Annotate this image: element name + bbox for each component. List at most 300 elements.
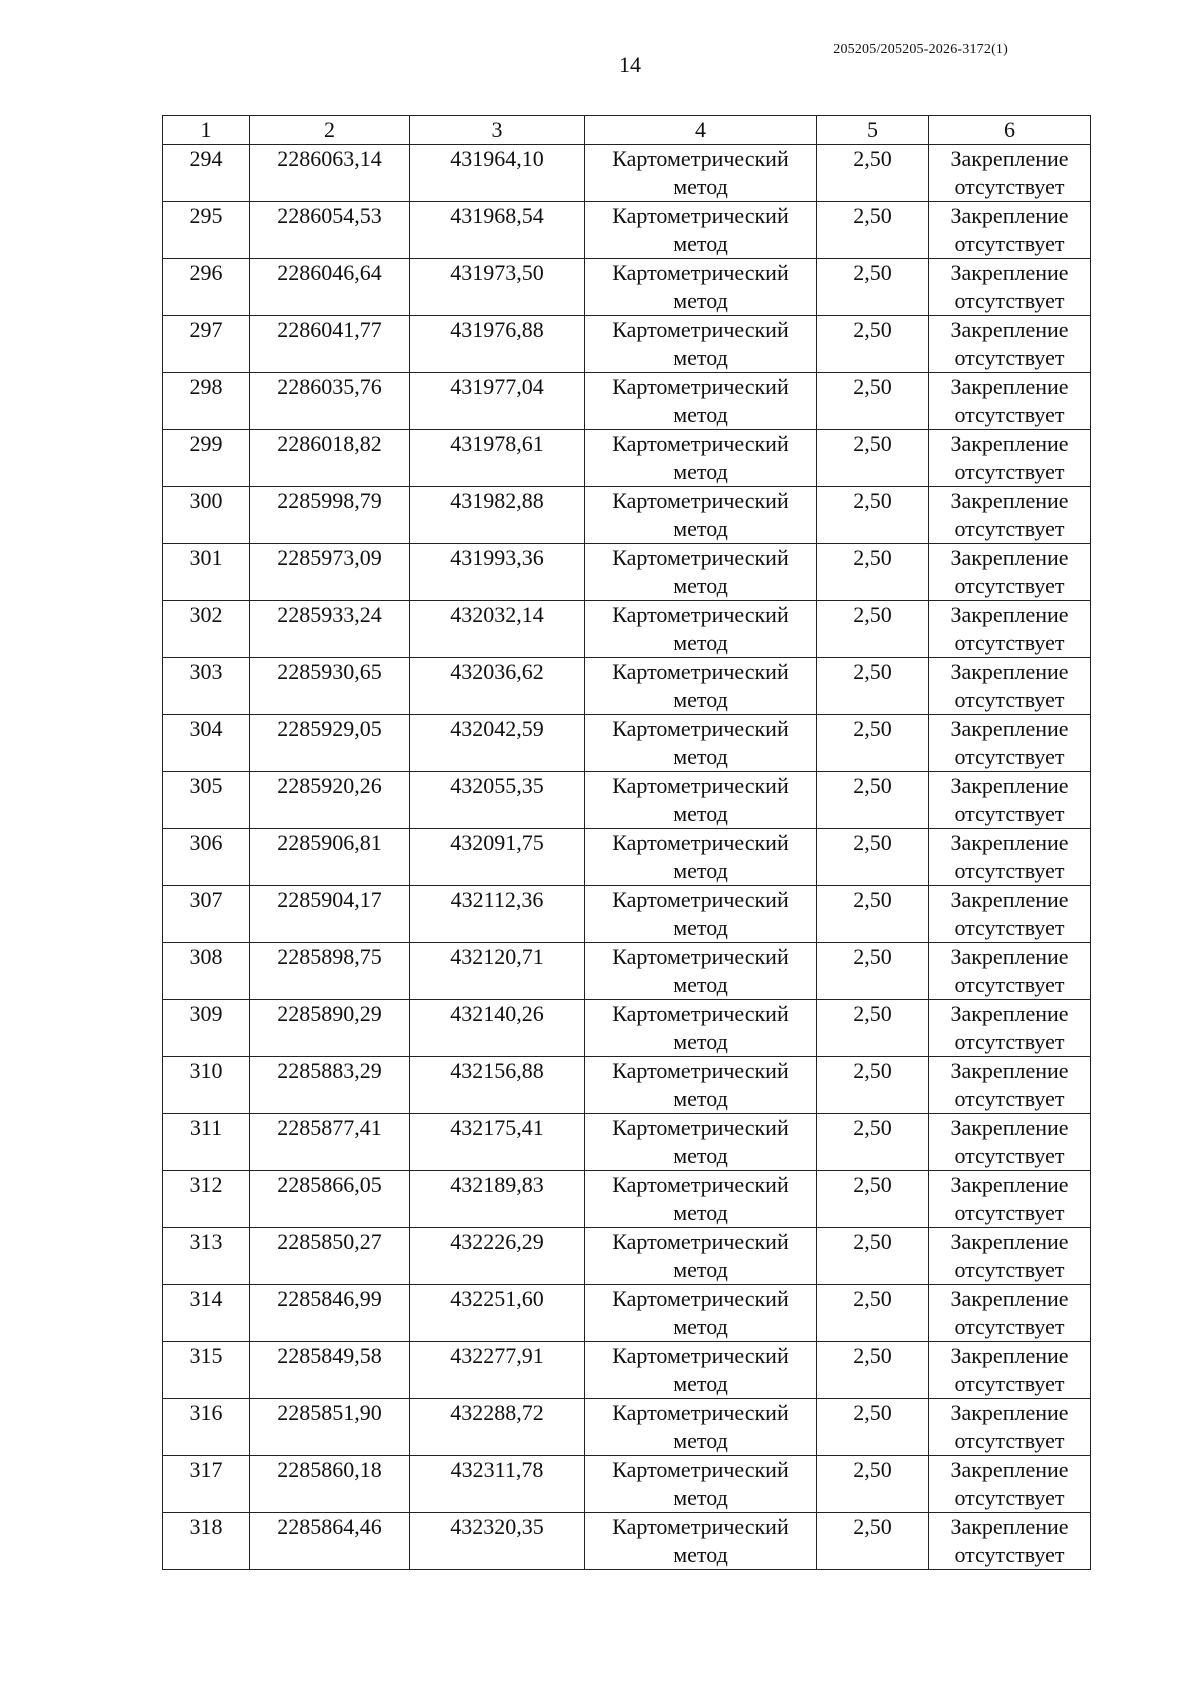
method-line-2: метод: [673, 345, 728, 370]
y-coordinate-cell: [410, 829, 585, 886]
fixation-line-1: Закрепление: [950, 203, 1069, 228]
accuracy-text: 2,50: [853, 602, 892, 627]
fixation-cell: [929, 829, 1091, 886]
fixation-cell: [929, 1285, 1091, 1342]
method-line-1: Картометрический: [612, 944, 789, 969]
x-coordinate-text: 2285877,41: [277, 1115, 382, 1140]
method-cell: [585, 886, 817, 943]
method-line-1: Картометрический: [612, 659, 789, 684]
point-number-cell: [163, 202, 250, 259]
fixation-line-2: отсутствует: [954, 1428, 1065, 1453]
point-number-text: 304: [189, 716, 223, 741]
method-line-1: Картометрический: [612, 1115, 789, 1140]
fixation-line-1: Закрепление: [950, 1229, 1069, 1254]
accuracy-cell: [817, 1456, 929, 1513]
method-cell: [585, 430, 817, 487]
method-cell: [585, 658, 817, 715]
table-row: [163, 1399, 1091, 1456]
x-coordinate-text: 2285904,17: [277, 887, 382, 912]
method-line-1: Картометрический: [612, 431, 789, 456]
x-coordinate-cell: [250, 1513, 410, 1570]
point-number-text: 306: [189, 830, 223, 855]
x-coordinate-cell: [250, 544, 410, 601]
y-coordinate-cell: [410, 658, 585, 715]
fixation-line-1: Закрепление: [950, 260, 1069, 285]
accuracy-text: 2,50: [853, 317, 892, 342]
method-line-1: Картометрический: [612, 203, 789, 228]
method-line-1: Картометрический: [612, 260, 789, 285]
accuracy-cell: [817, 1000, 929, 1057]
point-number-text: 305: [189, 773, 223, 798]
fixation-line-2: отсутствует: [954, 1542, 1065, 1567]
accuracy-text: 2,50: [853, 431, 892, 456]
fixation-cell: [929, 1513, 1091, 1570]
method-line-2: метод: [673, 402, 728, 427]
method-line-2: метод: [673, 1029, 728, 1054]
fixation-line-2: отсутствует: [954, 516, 1065, 541]
accuracy-text: 2,50: [853, 146, 892, 171]
fixation-cell: [929, 1456, 1091, 1513]
x-coordinate-text: 2286018,82: [277, 431, 382, 456]
fixation-line-2: отсутствует: [954, 630, 1065, 655]
fixation-cell: [929, 1000, 1091, 1057]
fixation-cell: [929, 1057, 1091, 1114]
y-coordinate-text: 432156,88: [450, 1058, 544, 1083]
method-line-1: Картометрический: [612, 1457, 789, 1482]
accuracy-text: 2,50: [853, 1457, 892, 1482]
x-coordinate-text: 2286041,77: [277, 317, 382, 342]
fixation-line-1: Закрепление: [950, 1001, 1069, 1026]
method-line-2: метод: [673, 1314, 728, 1339]
point-number-cell: [163, 373, 250, 430]
fixation-cell: [929, 373, 1091, 430]
accuracy-text: 2,50: [853, 545, 892, 570]
fixation-line-1: Закрепление: [950, 887, 1069, 912]
column-header-2: 2: [250, 116, 410, 145]
table-row: [163, 1114, 1091, 1171]
fixation-line-1: Закрепление: [950, 830, 1069, 855]
method-line-1: Картометрический: [612, 1058, 789, 1083]
point-number-cell: [163, 145, 250, 202]
x-coordinate-text: 2285933,24: [277, 602, 382, 627]
y-coordinate-cell: [410, 316, 585, 373]
fixation-cell: [929, 544, 1091, 601]
method-cell: [585, 1399, 817, 1456]
accuracy-text: 2,50: [853, 374, 892, 399]
method-cell: [585, 202, 817, 259]
point-number-cell: [163, 544, 250, 601]
point-number-cell: [163, 316, 250, 373]
y-coordinate-text: 431973,50: [450, 260, 544, 285]
y-coordinate-cell: [410, 145, 585, 202]
method-line-1: Картометрический: [612, 1343, 789, 1368]
y-coordinate-cell: [410, 1456, 585, 1513]
method-line-1: Картометрический: [612, 1001, 789, 1026]
fixation-line-2: отсутствует: [954, 744, 1065, 769]
fixation-line-2: отсутствует: [954, 801, 1065, 826]
x-coordinate-text: 2285920,26: [277, 773, 382, 798]
fixation-cell: [929, 715, 1091, 772]
y-coordinate-text: 432120,71: [450, 944, 544, 969]
table-row: [163, 316, 1091, 373]
x-coordinate-text: 2285998,79: [277, 488, 382, 513]
accuracy-cell: [817, 1057, 929, 1114]
x-coordinate-text: 2286046,64: [277, 260, 382, 285]
x-coordinate-cell: [250, 373, 410, 430]
method-line-2: метод: [673, 915, 728, 940]
fixation-line-1: Закрепление: [950, 146, 1069, 171]
y-coordinate-text: 432175,41: [450, 1115, 544, 1140]
method-line-1: Картометрический: [612, 1400, 789, 1425]
point-number-text: 313: [189, 1229, 223, 1254]
method-cell: [585, 1513, 817, 1570]
y-coordinate-text: 432036,62: [450, 659, 544, 684]
method-line-2: метод: [673, 630, 728, 655]
x-coordinate-cell: [250, 1399, 410, 1456]
method-line-2: метод: [673, 1485, 728, 1510]
table-row: [163, 1171, 1091, 1228]
accuracy-text: 2,50: [853, 1286, 892, 1311]
fixation-line-1: Закрепление: [950, 431, 1069, 456]
y-coordinate-cell: [410, 430, 585, 487]
table-row: [163, 1000, 1091, 1057]
table-row: [163, 373, 1091, 430]
x-coordinate-text: 2285866,05: [277, 1172, 382, 1197]
fixation-cell: [929, 1399, 1091, 1456]
method-cell: [585, 373, 817, 430]
point-number-cell: [163, 886, 250, 943]
method-line-2: метод: [673, 1200, 728, 1225]
method-line-2: метод: [673, 801, 728, 826]
point-number-cell: [163, 772, 250, 829]
point-number-cell: [163, 1513, 250, 1570]
accuracy-cell: [817, 829, 929, 886]
method-cell: [585, 1057, 817, 1114]
accuracy-cell: [817, 1171, 929, 1228]
accuracy-cell: [817, 1513, 929, 1570]
fixation-line-1: Закрепление: [950, 716, 1069, 741]
point-number-text: 297: [189, 317, 223, 342]
y-coordinate-text: 432251,60: [450, 1286, 544, 1311]
y-coordinate-cell: [410, 259, 585, 316]
accuracy-text: 2,50: [853, 1229, 892, 1254]
y-coordinate-cell: [410, 715, 585, 772]
point-number-cell: [163, 1114, 250, 1171]
accuracy-cell: [817, 943, 929, 1000]
x-coordinate-cell: [250, 1228, 410, 1285]
accuracy-cell: [817, 715, 929, 772]
accuracy-cell: [817, 1399, 929, 1456]
y-coordinate-cell: [410, 1513, 585, 1570]
fixation-line-2: отсутствует: [954, 345, 1065, 370]
accuracy-text: 2,50: [853, 1514, 892, 1539]
method-line-1: Картометрический: [612, 374, 789, 399]
method-cell: [585, 772, 817, 829]
point-number-text: 296: [189, 260, 223, 285]
point-number-text: 309: [189, 1001, 223, 1026]
table-header-row: [163, 116, 1091, 145]
accuracy-cell: [817, 487, 929, 544]
point-number-text: 303: [189, 659, 223, 684]
method-line-2: метод: [673, 687, 728, 712]
point-number-text: 310: [189, 1058, 223, 1083]
method-line-2: метод: [673, 1143, 728, 1168]
method-cell: [585, 544, 817, 601]
method-cell: [585, 715, 817, 772]
y-coordinate-cell: [410, 1000, 585, 1057]
method-line-2: метод: [673, 573, 728, 598]
table-row: [163, 202, 1091, 259]
y-coordinate-text: 431978,61: [450, 431, 544, 456]
method-cell: [585, 601, 817, 658]
point-number-text: 300: [189, 488, 223, 513]
point-number-text: 316: [189, 1400, 223, 1425]
fixation-line-2: отсутствует: [954, 1371, 1065, 1396]
fixation-line-1: Закрепление: [950, 1115, 1069, 1140]
fixation-cell: [929, 1342, 1091, 1399]
fixation-line-1: Закрепление: [950, 1457, 1069, 1482]
accuracy-text: 2,50: [853, 1001, 892, 1026]
x-coordinate-text: 2285864,46: [277, 1514, 382, 1539]
method-line-2: метод: [673, 231, 728, 256]
method-line-1: Картометрический: [612, 1229, 789, 1254]
y-coordinate-cell: [410, 1285, 585, 1342]
table-row: [163, 487, 1091, 544]
y-coordinate-text: 432277,91: [450, 1343, 544, 1368]
method-line-2: метод: [673, 1542, 728, 1567]
table-row: [163, 658, 1091, 715]
x-coordinate-text: 2285850,27: [277, 1229, 382, 1254]
y-coordinate-text: 431982,88: [450, 488, 544, 513]
point-number-text: 301: [189, 545, 223, 570]
point-number-cell: [163, 1057, 250, 1114]
accuracy-text: 2,50: [853, 773, 892, 798]
method-cell: [585, 316, 817, 373]
y-coordinate-text: 432140,26: [450, 1001, 544, 1026]
method-cell: [585, 1342, 817, 1399]
accuracy-text: 2,50: [853, 1343, 892, 1368]
fixation-cell: [929, 943, 1091, 1000]
table-row: [163, 1513, 1091, 1570]
fixation-line-1: Закрепление: [950, 1400, 1069, 1425]
coordinates-table: [162, 115, 1091, 1570]
method-line-1: Картометрический: [612, 602, 789, 627]
x-coordinate-cell: [250, 316, 410, 373]
fixation-line-1: Закрепление: [950, 659, 1069, 684]
x-coordinate-text: 2285890,29: [277, 1001, 382, 1026]
y-coordinate-text: 432055,35: [450, 773, 544, 798]
x-coordinate-text: 2285906,81: [277, 830, 382, 855]
fixation-line-2: отсутствует: [954, 1029, 1065, 1054]
point-number-text: 317: [189, 1457, 223, 1482]
point-number-cell: [163, 259, 250, 316]
page-number: 14: [619, 52, 641, 77]
x-coordinate-text: 2285929,05: [277, 716, 382, 741]
fixation-line-2: отсутствует: [954, 915, 1065, 940]
point-number-text: 298: [189, 374, 223, 399]
method-line-2: метод: [673, 459, 728, 484]
method-line-1: Картометрический: [612, 146, 789, 171]
point-number-cell: [163, 1228, 250, 1285]
x-coordinate-cell: [250, 943, 410, 1000]
point-number-cell: [163, 1285, 250, 1342]
x-coordinate-cell: [250, 487, 410, 544]
fixation-line-1: Закрепление: [950, 1172, 1069, 1197]
accuracy-cell: [817, 259, 929, 316]
fixation-line-1: Закрепление: [950, 1514, 1069, 1539]
column-header-1: 1: [163, 116, 250, 145]
fixation-line-1: Закрепление: [950, 1343, 1069, 1368]
table-row: [163, 1057, 1091, 1114]
accuracy-cell: [817, 145, 929, 202]
y-coordinate-text: 432311,78: [450, 1457, 544, 1482]
accuracy-text: 2,50: [853, 1115, 892, 1140]
fixation-cell: [929, 772, 1091, 829]
y-coordinate-text: 431968,54: [450, 203, 544, 228]
x-coordinate-cell: [250, 1114, 410, 1171]
table-body: [163, 145, 1091, 1570]
y-coordinate-cell: [410, 601, 585, 658]
point-number-cell: [163, 1171, 250, 1228]
accuracy-cell: [817, 601, 929, 658]
fixation-line-2: отсутствует: [954, 174, 1065, 199]
method-line-1: Картометрический: [612, 1172, 789, 1197]
table-row: [163, 886, 1091, 943]
table-row: [163, 601, 1091, 658]
y-coordinate-text: 432112,36: [450, 887, 544, 912]
point-number-cell: [163, 1456, 250, 1513]
fixation-line-1: Закрепление: [950, 488, 1069, 513]
x-coordinate-cell: [250, 1342, 410, 1399]
method-line-1: Картометрический: [612, 545, 789, 570]
x-coordinate-cell: [250, 1171, 410, 1228]
method-cell: [585, 943, 817, 1000]
fixation-line-1: Закрепление: [950, 1286, 1069, 1311]
method-line-2: метод: [673, 1428, 728, 1453]
table-row: [163, 430, 1091, 487]
accuracy-cell: [817, 886, 929, 943]
fixation-line-2: отсутствует: [954, 288, 1065, 313]
y-coordinate-text: 431993,36: [450, 545, 544, 570]
y-coordinate-cell: [410, 544, 585, 601]
x-coordinate-text: 2285851,90: [277, 1400, 382, 1425]
accuracy-text: 2,50: [853, 659, 892, 684]
column-header-4: 4: [585, 116, 817, 145]
x-coordinate-text: 2285973,09: [277, 545, 382, 570]
x-coordinate-text: 2286054,53: [277, 203, 382, 228]
y-coordinate-text: 432320,35: [450, 1514, 544, 1539]
x-coordinate-text: 2286035,76: [277, 374, 382, 399]
accuracy-cell: [817, 1285, 929, 1342]
y-coordinate-cell: [410, 202, 585, 259]
accuracy-text: 2,50: [853, 1400, 892, 1425]
fixation-cell: [929, 1228, 1091, 1285]
fixation-cell: [929, 145, 1091, 202]
method-line-2: метод: [673, 1086, 728, 1111]
method-line-1: Картометрический: [612, 716, 789, 741]
accuracy-cell: [817, 373, 929, 430]
x-coordinate-text: 2285849,58: [277, 1343, 382, 1368]
fixation-cell: [929, 430, 1091, 487]
fixation-line-2: отсутствует: [954, 573, 1065, 598]
accuracy-text: 2,50: [853, 203, 892, 228]
point-number-text: 314: [189, 1286, 223, 1311]
fixation-line-2: отсутствует: [954, 1200, 1065, 1225]
x-coordinate-cell: [250, 601, 410, 658]
table-row: [163, 1228, 1091, 1285]
table-row: [163, 1342, 1091, 1399]
point-number-text: 312: [189, 1172, 223, 1197]
point-number-text: 302: [189, 602, 223, 627]
fixation-line-1: Закрепление: [950, 317, 1069, 342]
fixation-line-2: отсутствует: [954, 231, 1065, 256]
x-coordinate-text: 2285860,18: [277, 1457, 382, 1482]
point-number-cell: [163, 715, 250, 772]
method-cell: [585, 1285, 817, 1342]
method-line-1: Картометрический: [612, 1286, 789, 1311]
fixation-cell: [929, 316, 1091, 373]
accuracy-text: 2,50: [853, 944, 892, 969]
x-coordinate-cell: [250, 1057, 410, 1114]
x-coordinate-cell: [250, 1285, 410, 1342]
x-coordinate-cell: [250, 772, 410, 829]
point-number-cell: [163, 1000, 250, 1057]
fixation-cell: [929, 1171, 1091, 1228]
method-cell: [585, 1171, 817, 1228]
x-coordinate-text: 2285898,75: [277, 944, 382, 969]
point-number-cell: [163, 487, 250, 544]
accuracy-cell: [817, 1228, 929, 1285]
y-coordinate-cell: [410, 886, 585, 943]
y-coordinate-cell: [410, 487, 585, 544]
x-coordinate-cell: [250, 430, 410, 487]
fixation-line-2: отсутствует: [954, 1257, 1065, 1282]
y-coordinate-cell: [410, 772, 585, 829]
y-coordinate-text: 432032,14: [450, 602, 544, 627]
table-row: [163, 1285, 1091, 1342]
x-coordinate-cell: [250, 658, 410, 715]
x-coordinate-cell: [250, 829, 410, 886]
point-number-cell: [163, 829, 250, 886]
fixation-line-1: Закрепление: [950, 1058, 1069, 1083]
column-header-3: 3: [410, 116, 585, 145]
method-cell: [585, 829, 817, 886]
document-code: 205205/205205-2026-3172(1): [833, 42, 1008, 57]
point-number-text: 315: [189, 1343, 223, 1368]
fixation-cell: [929, 202, 1091, 259]
x-coordinate-cell: [250, 259, 410, 316]
y-coordinate-text: 432042,59: [450, 716, 544, 741]
fixation-line-1: Закрепление: [950, 545, 1069, 570]
table-row: [163, 772, 1091, 829]
fixation-cell: [929, 601, 1091, 658]
accuracy-text: 2,50: [853, 1058, 892, 1083]
y-coordinate-cell: [410, 1171, 585, 1228]
point-number-cell: [163, 1399, 250, 1456]
y-coordinate-text: 432226,29: [450, 1229, 544, 1254]
accuracy-cell: [817, 430, 929, 487]
x-coordinate-cell: [250, 202, 410, 259]
point-number-text: 295: [189, 203, 223, 228]
method-line-1: Картометрический: [612, 488, 789, 513]
fixation-line-1: Закрепление: [950, 944, 1069, 969]
accuracy-cell: [817, 658, 929, 715]
accuracy-text: 2,50: [853, 887, 892, 912]
method-cell: [585, 1228, 817, 1285]
fixation-cell: [929, 259, 1091, 316]
y-coordinate-text: 431976,88: [450, 317, 544, 342]
point-number-cell: [163, 601, 250, 658]
